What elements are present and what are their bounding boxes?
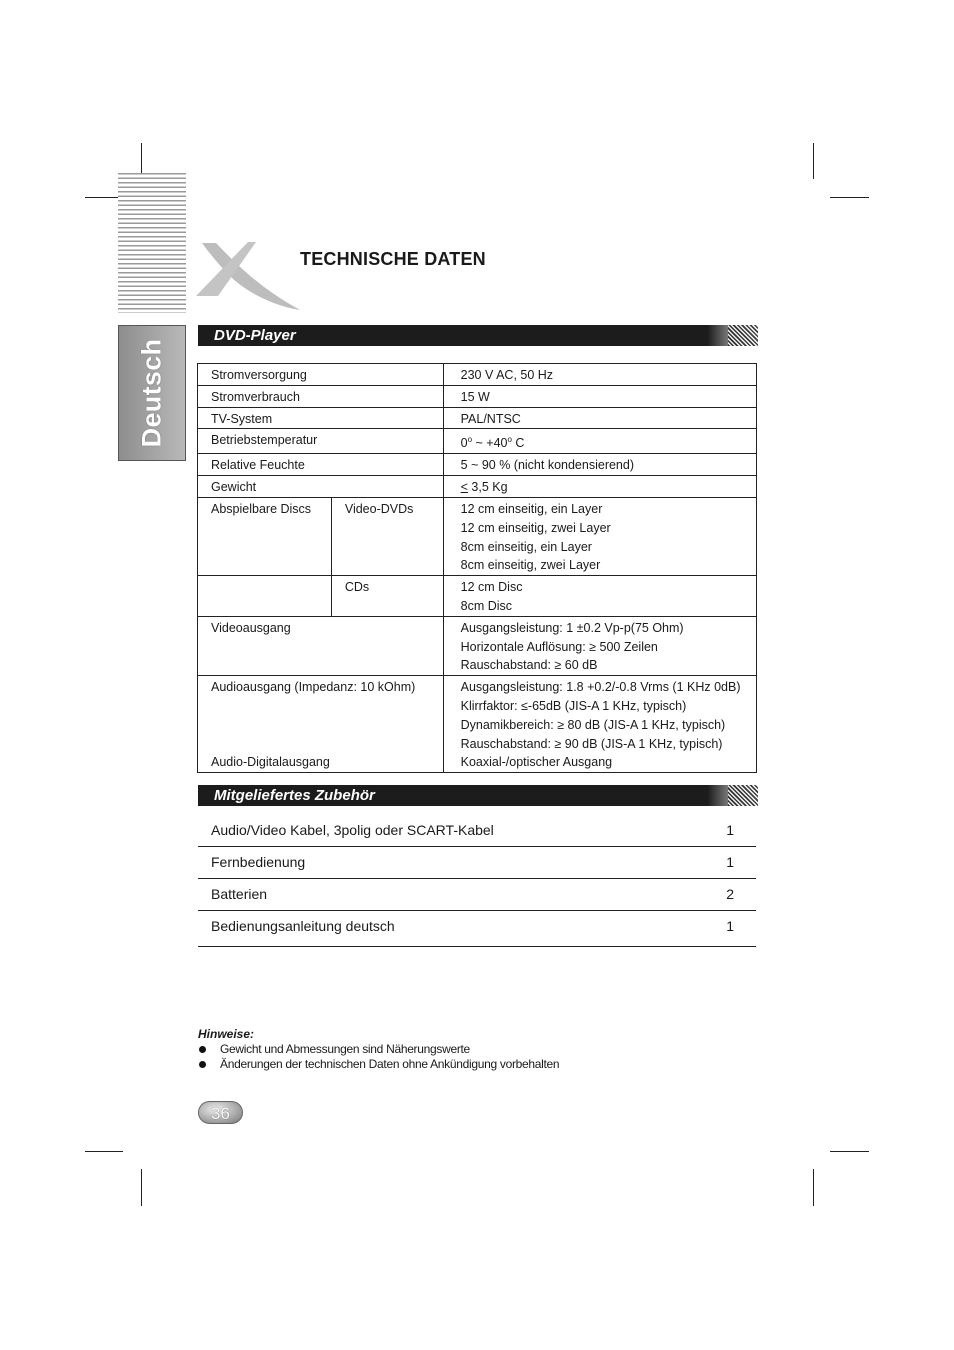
section-header-dvd-player — [198, 325, 758, 346]
spec-label: Stromverbrauch — [198, 385, 444, 407]
crop-mark-bottom-left-v — [141, 1169, 142, 1206]
accessory-label: Bedienungsanleitung deutsch — [211, 918, 395, 934]
section-title: DVD-Player — [214, 327, 296, 344]
spec-value: 5 ~ 90 % (nicht kondensierend) — [443, 454, 756, 476]
temp-unit: C — [511, 436, 525, 451]
crop-mark-bottom-left-h — [85, 1151, 123, 1152]
spec-value-line: 12 cm einseitig, ein Layer — [460, 501, 603, 516]
temp-min: 0 — [460, 436, 468, 451]
spec-value-line: Rauschabstand: ≥ 90 dB (JIS-A 1 KHz, typisch) — [460, 736, 723, 751]
spec-value-line: 8cm Disc — [460, 598, 513, 613]
spec-value: 0$^o$ ~ $+40^o$ C — [443, 429, 756, 454]
table-row — [198, 364, 757, 386]
table-row — [198, 385, 757, 407]
bullet-icon — [199, 1061, 206, 1068]
accessory-label: Fernbedienung — [211, 854, 306, 870]
spec-label — [198, 676, 444, 773]
accessory-qty: 2 — [726, 886, 734, 902]
brand-x-logo — [196, 240, 302, 312]
accessory-qty: 1 — [726, 854, 734, 870]
spec-value-line: Klirrfaktor: ≤-65dB (JIS-A 1 KHz, typisch) — [460, 698, 687, 713]
note-text: Änderungen der technischen Daten ohne Ankündigung vorbehalten — [220, 1056, 560, 1071]
spec-value — [443, 476, 756, 498]
accessory-label: Audio/Video Kabel, 3polig oder SCART-Kabel — [211, 822, 494, 838]
section-header-accessories — [198, 785, 758, 806]
less-equal-sign: < — [460, 480, 468, 495]
table-row — [198, 616, 757, 675]
spec-value-line: Koaxial-/optischer Ausgang — [460, 755, 613, 770]
audio-digital-label: Audio-Digitalausgang — [211, 754, 330, 769]
spec-value-line: Dynamikbereich: ≥ 80 dB (JIS-A 1 KHz, typisch) — [460, 717, 726, 732]
table-row — [198, 476, 757, 498]
table-row — [198, 576, 757, 617]
spec-label: Videoausgang — [198, 616, 444, 675]
crop-mark-top-right-h — [830, 197, 869, 198]
table-row — [198, 429, 757, 454]
section-title: Mitgeliefertes Zubehör — [214, 787, 375, 804]
spec-value-line: Horizontale Auflösung: ≥ 500 Zeilen — [460, 639, 658, 654]
list-item — [198, 886, 756, 911]
spec-value-line: Ausgangsleistung: 1 ±0.2 Vp-p(75 Ohm) — [460, 620, 684, 635]
page-number: 36 — [211, 1104, 230, 1123]
table-row — [198, 407, 757, 429]
notes-heading: Hinweise: — [198, 1027, 255, 1041]
section-hatch-pattern — [728, 325, 758, 346]
list-item — [198, 918, 756, 947]
spec-value — [443, 616, 756, 675]
accessory-label: Batterien — [211, 886, 268, 902]
accessory-qty: 1 — [726, 822, 734, 838]
table-row — [198, 454, 757, 476]
spec-value — [443, 576, 756, 617]
spec-value — [443, 676, 756, 773]
spec-label-empty — [198, 576, 332, 617]
notes — [198, 1027, 559, 1071]
spec-value-line: 12 cm einseitig, zwei Layer — [460, 520, 611, 535]
spec-label: Abspielbare Discs — [198, 497, 332, 575]
spec-value: PAL/NTSC — [443, 407, 756, 429]
spec-value: 230 V AC, 50 Hz — [443, 364, 756, 386]
bullet-icon — [199, 1046, 206, 1053]
crop-mark-bottom-right-v — [813, 1169, 814, 1206]
spec-table — [197, 363, 757, 773]
list-item — [198, 822, 756, 847]
accessory-qty: 1 — [726, 918, 734, 934]
list-item — [198, 854, 756, 879]
spec-value — [443, 497, 756, 575]
spec-label: Relative Feuchte — [198, 454, 444, 476]
spec-label: TV-System — [198, 407, 444, 429]
audio-out-label: Audioausgang (Impedanz: 10 kOhm) — [211, 680, 416, 695]
weight-value: 3,5 Kg — [467, 480, 508, 495]
spec-value-line: Ausgangsleistung: 1.8 +0.2/-0.8 Vrms (1 KHz 0dB) — [460, 680, 741, 695]
crop-mark-top-right-v — [813, 143, 814, 179]
spec-sublabel: CDs — [331, 576, 443, 617]
table-row — [198, 676, 757, 773]
spec-label: Gewicht — [198, 476, 444, 498]
spec-label: Stromversorgung — [198, 364, 444, 386]
crop-mark-bottom-right-h — [830, 1151, 869, 1152]
page-title: TECHNISCHE DATEN — [300, 249, 486, 269]
language-tab — [118, 325, 186, 461]
decorative-stripes — [118, 173, 186, 313]
note-item — [198, 1042, 559, 1057]
spec-sublabel: Video-DVDs — [331, 497, 443, 575]
page-number-badge — [198, 1101, 243, 1124]
spec-value-line: 12 cm Disc — [460, 580, 523, 595]
spec-value-line: Rauschabstand: ≥ 60 dB — [460, 658, 598, 673]
spec-value-line: 8cm einseitig, ein Layer — [460, 539, 592, 554]
note-item — [198, 1057, 559, 1072]
note-text: Gewicht und Abmessungen sind Näherungswerte — [220, 1042, 470, 1056]
table-row — [198, 497, 757, 575]
temp-max: ~ +40 — [472, 436, 508, 451]
section-hatch-pattern — [728, 785, 758, 806]
spec-value: 15 W — [443, 385, 756, 407]
language-tab-label: Deutsch — [136, 338, 167, 448]
spec-value-line: 8cm einseitig, zwei Layer — [460, 558, 601, 573]
spec-label: Betriebstemperatur — [198, 429, 444, 454]
